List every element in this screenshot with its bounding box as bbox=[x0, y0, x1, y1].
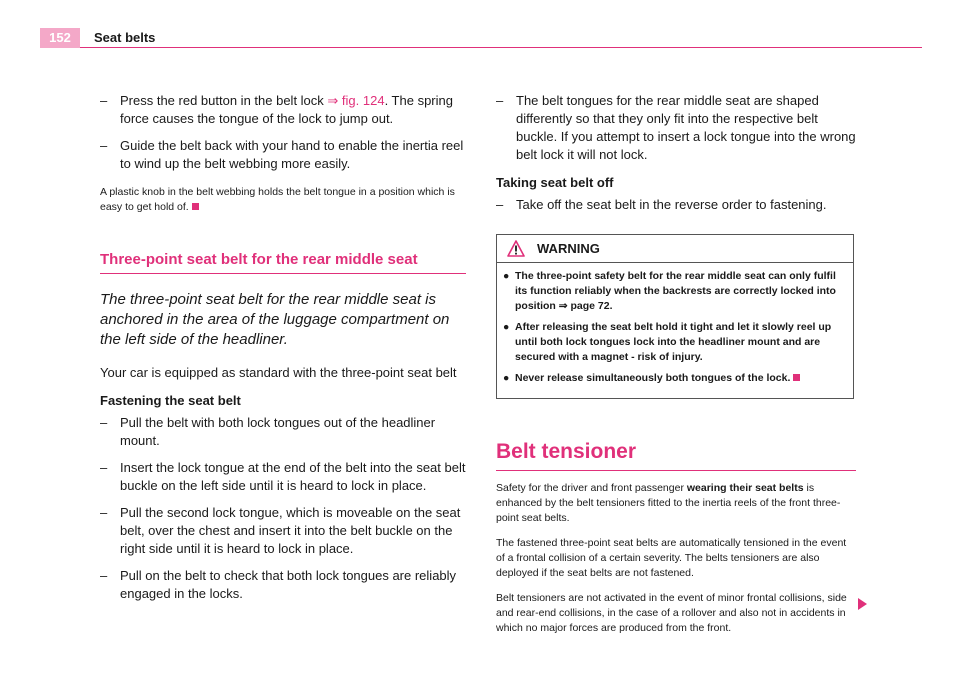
bullet-marker: ● bbox=[503, 321, 510, 333]
step-text: Pull the second lock tongue, which is moveable on the seat belt, over the chest and insert it into the belt buckle on the right side until it is heard to lock in place. bbox=[120, 505, 461, 556]
step-text: Pull the belt with both lock tongues out of the headliner mount. bbox=[120, 415, 436, 448]
step-fasten-4 bbox=[100, 567, 466, 603]
dash-marker: – bbox=[100, 415, 108, 430]
warning-box bbox=[496, 234, 854, 399]
step-text: Guide the belt back with your hand to enable the inertia reel to wind up the belt webbing more easily. bbox=[120, 138, 464, 171]
tensioner-paragraph-3: Belt tensioners are not activated in the event of minor frontal collisions, side and rear-end collisions, in the case of a rollover and also not in accidents in which no major forces are produced from the front. bbox=[496, 592, 847, 634]
step-release-1 bbox=[100, 92, 466, 128]
note-text: A plastic knob in the belt webbing holds the belt tongue in a position which is easy to get hold of. bbox=[100, 186, 455, 213]
page-link[interactable]: ⇒ page 72. bbox=[558, 300, 613, 312]
dash-marker: – bbox=[100, 138, 108, 153]
end-square-icon bbox=[793, 374, 800, 381]
subheading-taking-off: Taking seat belt off bbox=[496, 175, 614, 190]
step-tongues bbox=[496, 92, 856, 164]
step-text: Insert the lock tongue at the end of the belt into the seat belt buckle on the left side until it is heard to lock in place. bbox=[120, 460, 466, 493]
tensioner-paragraph-2: The fastened three-point seat belts are automatically tensioned in the event of a frontal collision of a certain severity. The belts tensioners are also deployed if the seat belts are not fastened. bbox=[496, 537, 847, 579]
dash-marker: – bbox=[100, 460, 108, 475]
left-column bbox=[100, 92, 466, 612]
body-text: Your car is equipped as standard with the three-point seat belt bbox=[100, 365, 457, 380]
intro-text: The three-point seat belt for the rear middle seat is anchored in the area of the luggage compartment on the left side of the headliner. bbox=[100, 291, 450, 348]
page-header bbox=[40, 28, 922, 48]
page-number: 152 bbox=[40, 28, 80, 48]
right-column bbox=[496, 92, 856, 636]
subheading-fastening: Fastening the seat belt bbox=[100, 393, 241, 408]
warning-item: ● Never release simultaneously both tongues of the lock. bbox=[503, 371, 847, 386]
next-page-arrow-icon[interactable] bbox=[858, 598, 867, 610]
step-taking-off bbox=[496, 196, 856, 214]
step-release-2 bbox=[100, 137, 466, 173]
dash-marker: – bbox=[496, 197, 504, 212]
step-text: Pull on the belt to check that both lock tongues are reliably engaged in the locks. bbox=[120, 568, 457, 601]
warning-item: ● After releasing the seat belt hold it tight and let it slowly reel up until both lock tongues lock into the headliner mount and are secured with a magnet - risk of injury. bbox=[503, 321, 832, 363]
step-fasten-3 bbox=[100, 504, 466, 558]
bullet-marker: ● bbox=[503, 372, 510, 384]
heading-rear-middle-belt: Three-point seat belt for the rear middle seat bbox=[100, 251, 466, 274]
dash-marker: – bbox=[496, 93, 504, 108]
warning-body bbox=[497, 263, 853, 398]
warning-triangle-icon bbox=[507, 240, 525, 257]
bullet-marker: ● bbox=[503, 270, 510, 282]
warning-item: ● The three-point safety belt for the rear middle seat can only fulfil its function reliably when the backrests are correctly locked into position ⇒ page 72. bbox=[503, 270, 836, 312]
step-text: Take off the seat belt in the reverse order to fastening. bbox=[516, 197, 827, 212]
step-text: . The spring force causes the tongue of the lock to jump out. bbox=[120, 93, 453, 126]
section-title: Seat belts bbox=[94, 30, 156, 45]
tensioner-paragraph-1: Safety for the driver and front passenger wearing their seat belts is enhanced by the belt tensioners fitted to the inertia reels of the front three-point seat belts. bbox=[496, 482, 841, 524]
warning-header bbox=[497, 235, 853, 263]
figure-link[interactable]: ⇒ fig. 124 bbox=[327, 93, 385, 108]
dash-marker: – bbox=[100, 93, 108, 108]
step-text: Press the red button in the belt lock bbox=[120, 93, 328, 108]
dash-marker: – bbox=[100, 568, 108, 583]
step-fasten-1 bbox=[100, 414, 466, 450]
end-square-icon bbox=[192, 203, 199, 210]
warning-title: WARNING bbox=[537, 241, 600, 256]
step-fasten-2 bbox=[100, 459, 466, 495]
heading-belt-tensioner: Belt tensioner bbox=[496, 439, 856, 471]
dash-marker: – bbox=[100, 505, 108, 520]
step-text: The belt tongues for the rear middle seat are shaped differently so that they only fit into the respective belt buckle. If you attempt to insert a lock tongue into the wrong belt lock it will not lock. bbox=[516, 93, 856, 162]
